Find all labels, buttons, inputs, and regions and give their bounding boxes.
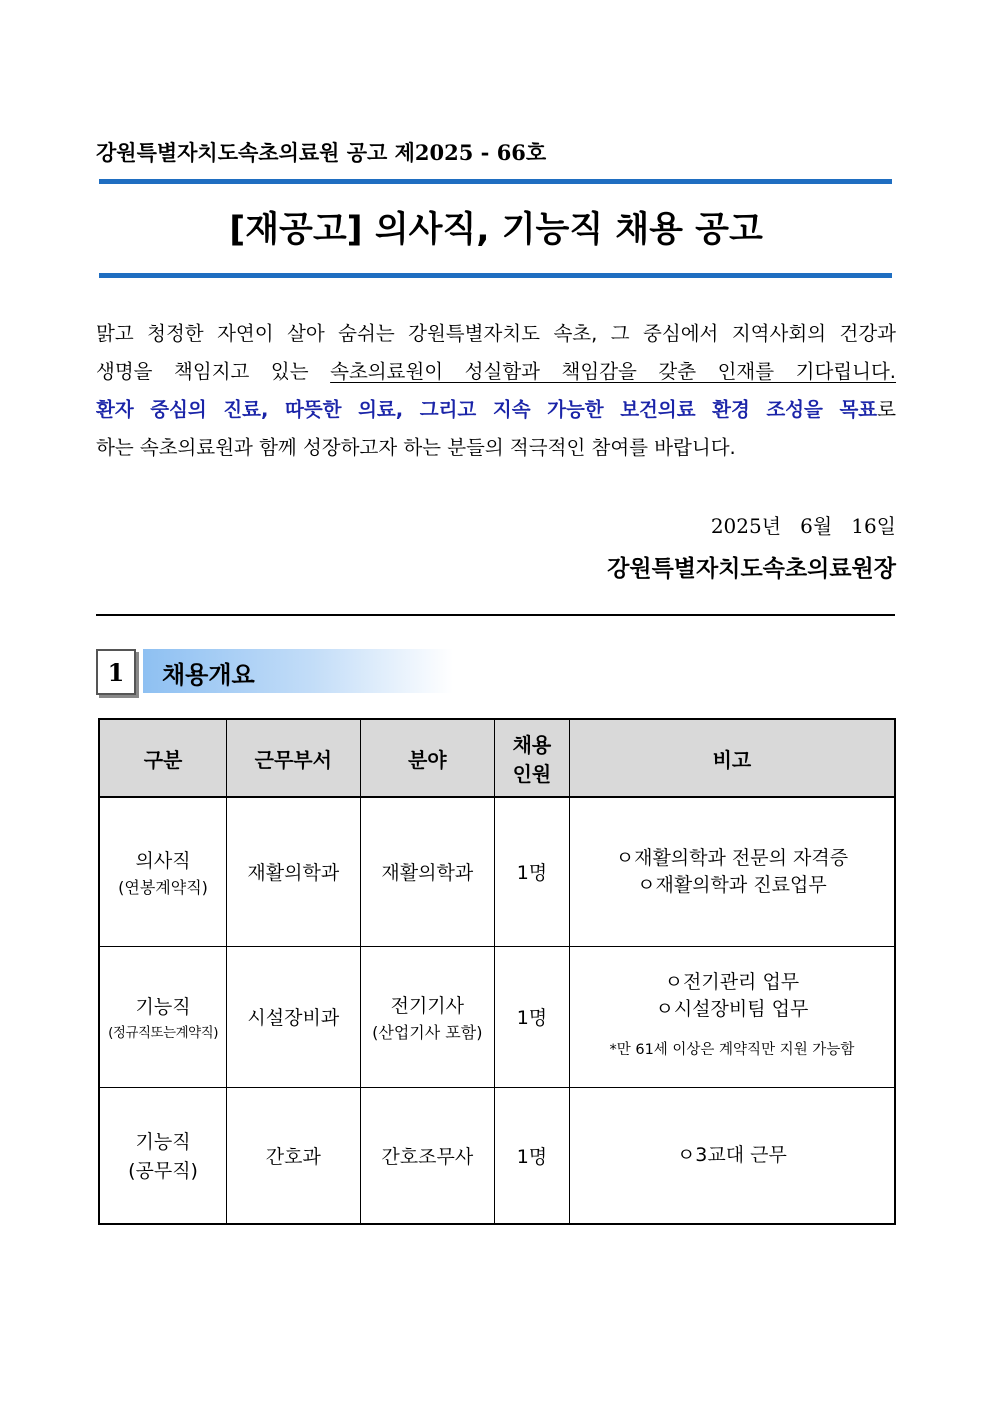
intro-line-2-text: 생명을 책임지고 있는 xyxy=(96,360,331,383)
row-department: 재활의학과 xyxy=(227,797,361,946)
table-header-row xyxy=(99,719,895,797)
intro-line-1: 맑고 청정한 자연이 살아 숨쉬는 강원특별자치도 속초, 그 중심에서 지역사회의 건강과 xyxy=(96,322,896,345)
remark-item: ㅇ전기관리 업무 xyxy=(664,971,800,993)
remark-item: ㅇ3교대 근무 xyxy=(676,1143,787,1166)
announcement-date: 2025년 6월 16일 xyxy=(710,514,896,538)
header-category: 구분 xyxy=(99,719,227,797)
row-category xyxy=(99,946,227,1087)
header-remarks: 비고 xyxy=(569,719,895,797)
page-title: [재공고] 의사직, 기능직 채용 공고 xyxy=(229,210,763,250)
row-headcount: 1명 xyxy=(495,946,570,1087)
signer: 강원특별자치도속초의료원장 xyxy=(607,556,896,582)
row-field: 간호조무사 xyxy=(360,1087,495,1224)
intro-line-2 xyxy=(96,353,896,391)
row-headcount: 1명 xyxy=(495,797,570,946)
row-field-sub: (산업기사 포함) xyxy=(372,1022,483,1042)
section-number-box xyxy=(96,649,136,695)
remark-item: ㅇ재활의학과 전문의 자격증 xyxy=(615,846,849,869)
remark-note: *만 61세 이상은 계약직만 지원 가능함 xyxy=(609,1042,855,1058)
title-bottom-rule xyxy=(99,273,892,278)
notice-number: 강원특별자치도속초의료원 공고 제2025 - 66호 xyxy=(96,140,547,165)
header-headcount-line1: 채용 xyxy=(512,733,552,757)
row-category-label: 기능직 xyxy=(135,1131,191,1154)
intro-line-4: 하는 속초의료원과 함께 성장하고자 하는 분들의 적극적인 참여를 바랍니다. xyxy=(96,436,736,459)
section-title: 채용개요 xyxy=(162,661,255,689)
row-category xyxy=(99,1087,227,1224)
header-headcount xyxy=(495,719,570,797)
row-category-label: 기능직 xyxy=(135,996,191,1018)
row-remarks xyxy=(569,946,895,1087)
row-headcount: 1명 xyxy=(495,1087,570,1224)
row-category-sub: (연봉계약직) xyxy=(118,877,208,897)
section-divider xyxy=(96,614,895,616)
row-field: 재활의학과 xyxy=(360,797,495,946)
header-field: 분야 xyxy=(360,719,495,797)
section-number: 1 xyxy=(107,657,125,687)
row-field xyxy=(360,946,495,1087)
header-department: 근무부서 xyxy=(227,719,361,797)
row-category-label: 의사직 xyxy=(135,849,191,872)
remark-item: ㅇ재활의학과 진료업무 xyxy=(637,873,827,896)
row-remarks xyxy=(569,1087,895,1224)
row-department: 간호과 xyxy=(227,1087,361,1224)
title-top-rule xyxy=(99,179,892,184)
row-category xyxy=(99,797,227,946)
remark-item: ㅇ시설장비팀 업무 xyxy=(655,998,809,1020)
intro-paragraph xyxy=(96,315,896,467)
table-row xyxy=(99,1087,895,1224)
intro-underlined-text: 속초의료원이 성실함과 책임감을 갖춘 인재를 기다립니다. xyxy=(330,360,897,383)
recruitment-table xyxy=(98,718,896,1225)
row-category-sub: (정규직또는계약직) xyxy=(108,1025,218,1041)
intro-line-3 xyxy=(96,391,896,429)
intro-highlight-text: 환자 중심의 진료, 따뜻한 의료, 그리고 지속 가능한 보건의료 환경 조성을 목표 xyxy=(96,398,878,421)
row-department: 시설장비과 xyxy=(227,946,361,1087)
table-row xyxy=(99,946,895,1087)
header-headcount-line2: 인원 xyxy=(512,762,552,786)
row-remarks xyxy=(569,797,895,946)
row-category-sub: (공무직) xyxy=(128,1160,198,1183)
table-row xyxy=(99,797,895,946)
intro-line-3-tail: 로 xyxy=(877,398,896,421)
row-field-label: 전기기사 xyxy=(390,994,465,1017)
